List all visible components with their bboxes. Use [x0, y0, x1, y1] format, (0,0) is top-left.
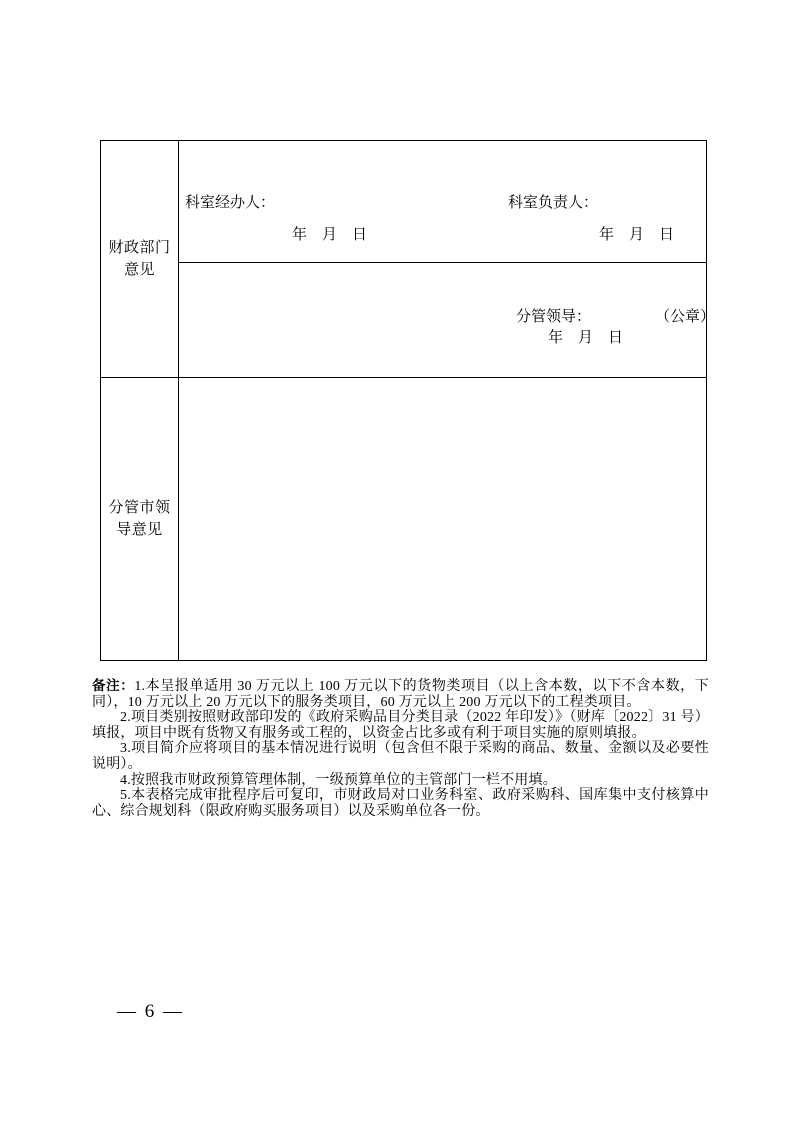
city-leader-opinion-label-cell — [101, 378, 179, 660]
handler-date-placeholder: 年 月 日 — [292, 227, 368, 243]
leader-in-charge-label: 分管领导： — [516, 309, 592, 325]
page-number: — 6 — — [117, 1001, 184, 1022]
city-leader-opinion-content-cell — [179, 378, 706, 660]
city-leader-opinion-label: 分管市领导意见 — [108, 500, 171, 538]
note-item-3: 3.项目简介应将项目的基本情况进行说明（包含但不限于采购的商品、数量、金额以及必要性说明）。 — [92, 741, 709, 772]
finance-opinion-label-cell — [101, 141, 179, 378]
note-item-2: 2.项目类别按照财政部印发的《政府采购品目分类目录（2022 年印发）》（财库〔2022〕31 号）填报，项目中既有货物又有服务或工程的，以资金占比多或有利于项目实施的原则填报。 — [92, 710, 709, 741]
finance-opinion-label: 财政部门意见 — [108, 240, 171, 278]
approval-table — [100, 140, 716, 661]
section-head-date-placeholder: 年 月 日 — [599, 227, 675, 243]
section-handler-label: 科室经办人： — [185, 195, 276, 211]
note-item-1-text: 1.本呈报单适用 30 万元以上 100 万元以下的货物类项目（以上含本数，以下不含本数，下同），10 万元以上 20 万元以下的服务类项目，60 万元以上 200 万元以下的工程类项目。 — [92, 679, 709, 710]
notes-label: 备注： — [92, 678, 135, 693]
official-seal-label: （公章） — [655, 309, 716, 325]
note-item-1 — [92, 678, 709, 710]
note-item-5: 5.本表格完成审批程序后可复印，市财政局对口业务科室、政府采购科、国库集中支付核算中心、综合规划科（限政府购买服务项目）以及采购单位各一份。 — [92, 788, 709, 819]
leader-date-placeholder: 年 月 日 — [548, 330, 624, 346]
finance-staff-signature-cell — [179, 141, 706, 263]
section-head-label: 科室负责人： — [508, 195, 599, 211]
notes-block — [92, 678, 709, 819]
note-item-4: 4.按照我市财政预算管理体制，一级预算单位的主管部门一栏不用填。 — [120, 772, 557, 788]
finance-leader-signature-cell — [179, 263, 716, 378]
